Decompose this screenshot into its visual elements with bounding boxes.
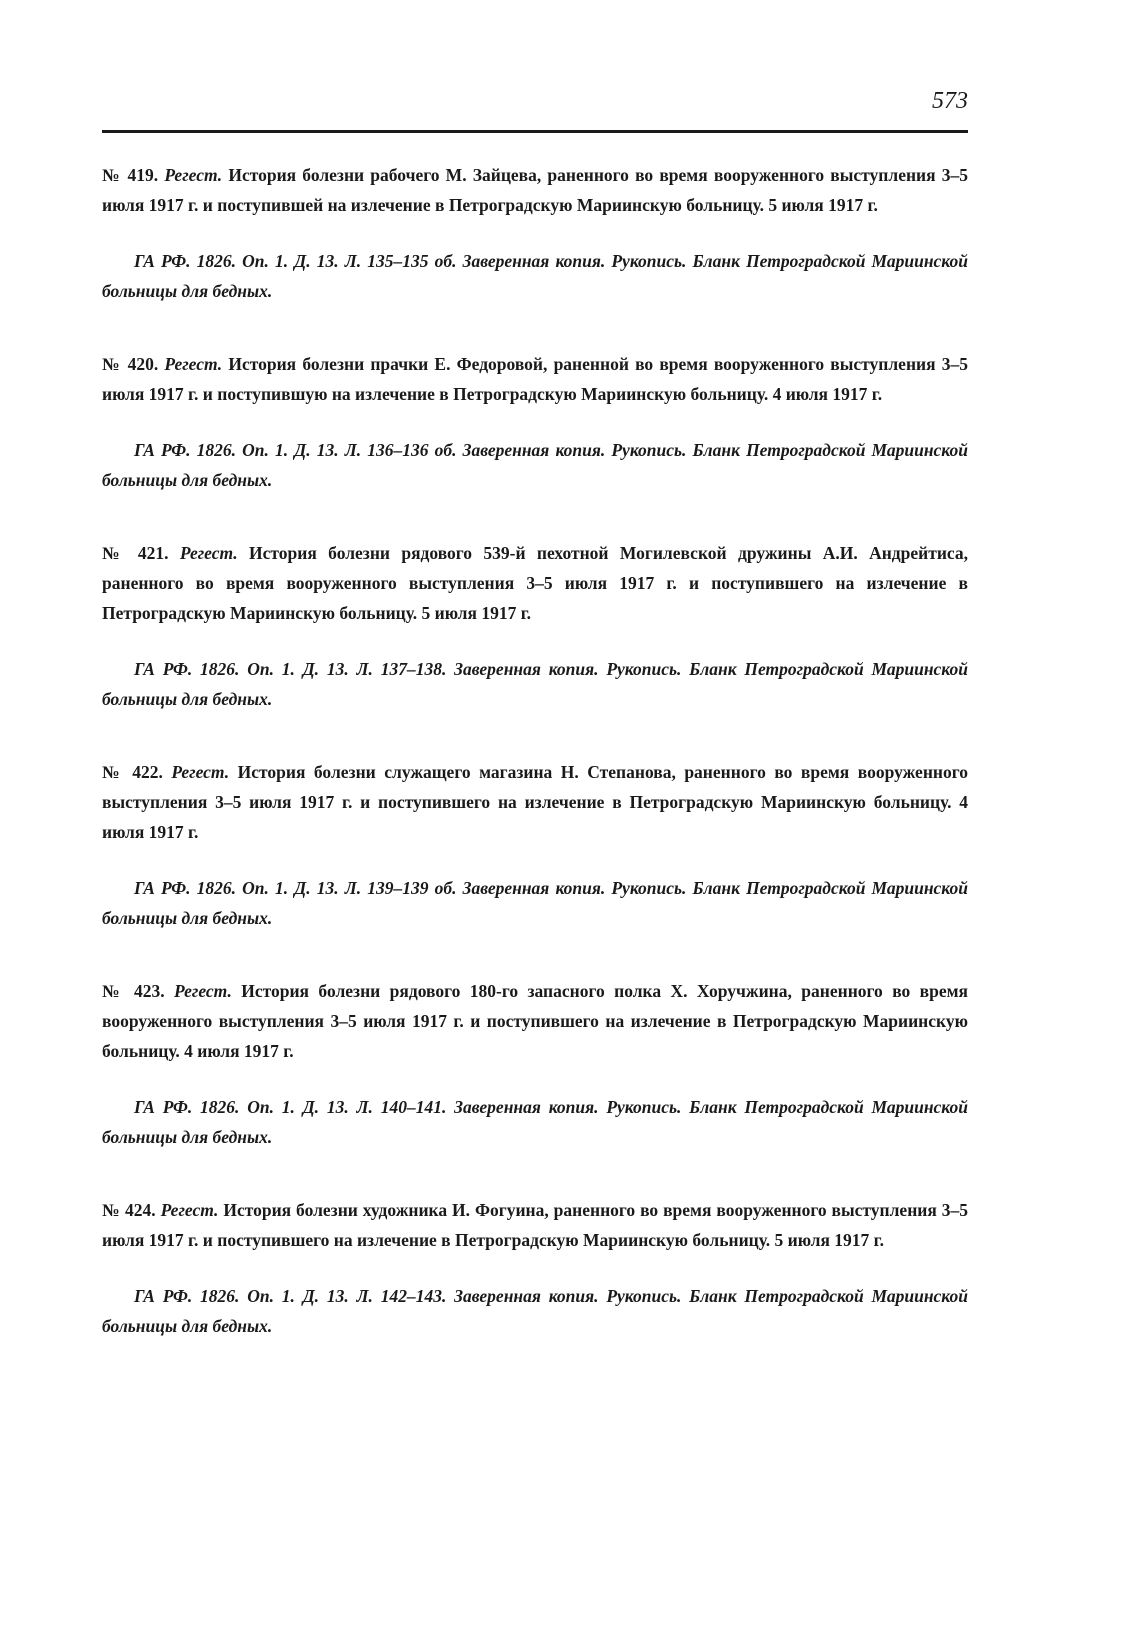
regest-paragraph [102, 538, 968, 628]
entry-label: Регест. [171, 762, 230, 782]
entry-label: Регест. [164, 354, 223, 374]
entry-number: № 422. [102, 762, 163, 782]
document-body [102, 160, 968, 1384]
header-rule [102, 130, 968, 133]
archive-source: ГА РФ. 1826. Оп. 1. Д. 13. Л. 139–139 об. Заверенная копия. Рукопись. Бланк Петроградской Мариинской больницы для бедных. [102, 878, 968, 928]
entry-422 [102, 757, 968, 933]
entry-label: Регест. [179, 543, 238, 563]
entry-number: № 421. [102, 543, 169, 563]
entry-label: Регест. [164, 165, 223, 185]
entry-text: История болезни служащего магазина Н. Степанова, раненного во время вооруженного выступления 3–5 июля 1917 г. и поступившего на излечение в Петроградскую Мариинскую больницу. 4 июля 1917 г. [102, 762, 968, 842]
archive-source: ГА РФ. 1826. Оп. 1. Д. 13. Л. 142–143. Заверенная копия. Рукопись. Бланк Петроградской Мариинской больницы для бедных. [102, 1286, 968, 1336]
regest-paragraph [102, 1195, 968, 1255]
entry-text: История болезни художника И. Фогуина, раненного во время вооруженного выступления 3–5 июля 1917 г. и поступившего на излечение в Петроградскую Мариинскую больницу. 5 июля 1917 г. [102, 1200, 969, 1250]
entry-419 [102, 160, 968, 306]
regest-paragraph [102, 757, 968, 847]
page-number: 573 [932, 88, 968, 114]
entry-420 [102, 349, 968, 495]
archive-source: ГА РФ. 1826. Оп. 1. Д. 13. Л. 135–135 об. Заверенная копия. Рукопись. Бланк Петроградской Мариинской больницы для бедных. [102, 251, 968, 301]
entry-text: История болезни рабочего М. Зайцева, раненного во время вооруженного выступления 3–5 июля 1917 г. и поступившей на излечение в Петроградскую Мариинскую больницу. 5 июля 1917 г. [102, 165, 969, 215]
archive-source: ГА РФ. 1826. Оп. 1. Д. 13. Л. 137–138. Заверенная копия. Рукопись. Бланк Петроградской Мариинской больницы для бедных. [102, 659, 968, 709]
entry-label: Регест. [174, 981, 232, 1001]
archive-source: ГА РФ. 1826. Оп. 1. Д. 13. Л. 140–141. Заверенная копия. Рукопись. Бланк Петроградской Мариинской больницы для бедных. [102, 1097, 968, 1147]
entry-421 [102, 538, 968, 714]
regest-paragraph [102, 976, 968, 1066]
entry-424 [102, 1195, 968, 1341]
regest-paragraph [102, 349, 968, 409]
entry-text: История болезни прачки Е. Федоровой, раненной во время вооруженного выступления 3–5 июля 1917 г. и поступившую на излечение в Петроградскую Мариинскую больницу. 4 июля 1917 г. [102, 354, 969, 404]
entry-423 [102, 976, 968, 1152]
entry-number: № 420. [102, 354, 159, 374]
entry-number: № 419. [102, 165, 159, 185]
entry-text: История болезни рядового 180-го запасного полка Х. Хоручжина, раненного во время вооруженного выступления 3–5 июля 1917 г. и поступившего на излечение в Петроградскую Мариинскую больницу. 4 июля 1917 г. [102, 981, 969, 1061]
entry-number: № 424. [102, 1200, 156, 1220]
archive-source: ГА РФ. 1826. Оп. 1. Д. 13. Л. 136–136 об. Заверенная копия. Рукопись. Бланк Петроградской Мариинской больницы для бедных. [102, 440, 968, 490]
entry-number: № 423. [102, 981, 165, 1001]
entry-text: История болезни рядового 539-й пехотной Могилевской дружины А.И. Андрейтиса, раненного во время вооруженного выступления 3–5 июля 1917 г. и поступившего на излечение в Петроградскую Мариинскую больницу. 5 июля 1917 г. [102, 543, 969, 623]
regest-paragraph [102, 160, 968, 220]
entry-label: Регест. [160, 1200, 219, 1220]
